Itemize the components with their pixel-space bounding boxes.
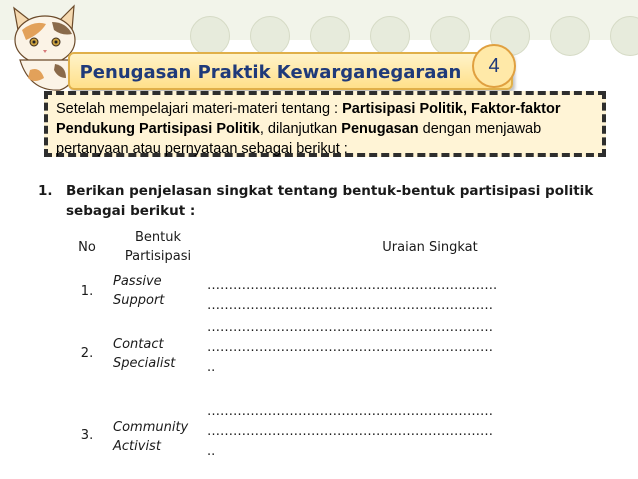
row-label — [113, 418, 188, 456]
number-badge: 4 — [472, 44, 516, 88]
decor-circle — [310, 16, 350, 56]
row-label-line1: Community — [113, 420, 189, 435]
intro-text: , dilanjutkan — [259, 121, 342, 137]
intro-bold-task: Penugasan — [341, 121, 419, 137]
answer-line: ………………………………………………………… — [207, 320, 493, 335]
answer-line: ………………………………………………………… — [207, 404, 493, 419]
header-uraian: Uraian Singkat — [382, 240, 478, 255]
decor-circle — [430, 16, 470, 56]
intro-bold-topics: Partisipasi Politik, Faktor-faktor Pendukung Partisipasi Politik — [56, 101, 561, 137]
question-number: 1. — [38, 183, 53, 199]
answer-line: .. — [207, 444, 216, 459]
header-bentuk-line1: Bentuk — [134, 230, 182, 245]
page-title: Penugasan Praktik Kewarganegaraan — [79, 62, 462, 83]
row-number: 2. — [80, 346, 94, 361]
decor-circle — [190, 16, 230, 56]
row-label-line2: Activist — [113, 439, 161, 454]
row-number: 3. — [80, 428, 94, 443]
header-bentuk — [108, 228, 208, 266]
decor-circle — [250, 16, 290, 56]
decor-circle — [550, 16, 590, 56]
answer-lines[interactable] — [207, 402, 493, 462]
intro-text: dengan menjawab pertanyaan atau pernyataan sebagai berikut : — [56, 121, 542, 157]
row-label-line1: Passive — [113, 274, 162, 289]
answer-line: ………………………………………………………… — [207, 340, 493, 355]
header-no: No — [78, 240, 96, 255]
answer-line: ………………………………………………………… — [207, 298, 493, 313]
instruction-box — [44, 91, 606, 157]
row-label-line1: Contact — [113, 337, 164, 352]
header-bentuk-line2: Partisipasi — [124, 249, 192, 264]
answer-lines[interactable] — [207, 276, 497, 316]
title-banner — [68, 52, 513, 90]
answer-line: ………………………………………………………… — [207, 424, 493, 439]
row-label — [113, 272, 164, 310]
answer-line: .. — [207, 360, 216, 375]
answer-lines[interactable] — [207, 318, 493, 378]
row-label — [113, 335, 175, 373]
decor-circle — [370, 16, 410, 56]
row-label-line2: Support — [113, 293, 165, 308]
row-number: 1. — [80, 284, 94, 299]
question-text: Berikan penjelasan singkat tentang bentuk-bentuk partisipasi politik sebagai berikut : — [66, 183, 594, 219]
intro-text: Setelah mempelajari materi-materi tentang : — [56, 101, 343, 117]
decor-circle — [610, 16, 638, 56]
row-label-line2: Specialist — [113, 356, 176, 371]
answer-line: …………………………………………………………. — [207, 278, 498, 293]
